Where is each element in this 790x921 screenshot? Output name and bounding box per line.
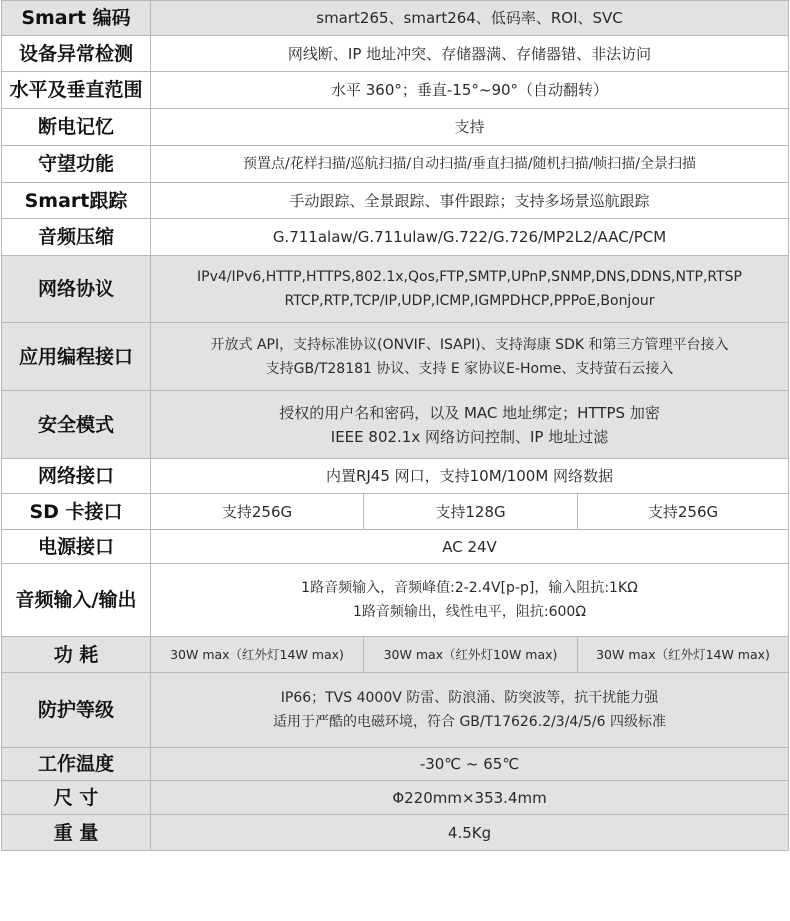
row-network-protocol <box>2 256 789 323</box>
row-label: 尺 寸 <box>2 781 151 815</box>
row-value-line: 适用于严酷的电磁环境，符合 GB/T17626.2/3/4/5/6 四级标准 <box>273 714 667 730</box>
row-value <box>151 564 789 637</box>
row-value-line: IEEE 802.1x 网络访问控制、IP 地址过滤 <box>330 427 609 446</box>
row-value: 支持 <box>151 109 789 146</box>
row-dimensions <box>2 781 789 815</box>
row-label: 音频压缩 <box>2 219 151 256</box>
row-sd-card <box>2 494 789 530</box>
row-label: 网络协议 <box>2 256 151 323</box>
row-value: -30℃ ~ 65℃ <box>151 748 789 781</box>
row-value: 网线断、IP 地址冲突、存储器满、存储器错、非法访问 <box>151 36 789 72</box>
row-security <box>2 391 789 459</box>
row-label: 守望功能 <box>2 146 151 183</box>
row-operating-temperature <box>2 748 789 781</box>
row-label: 网络接口 <box>2 459 151 494</box>
row-value: 水平 360°；垂直-15°~90°（自动翻转） <box>151 72 789 109</box>
row-label: 重 量 <box>2 815 151 851</box>
row-label: 断电记忆 <box>2 109 151 146</box>
row-api <box>2 323 789 391</box>
row-value-cell: 支持256G <box>151 494 364 530</box>
row-value-line: IPv4/IPv6,HTTP,HTTPS,802.1x,Qos,FTP,SMTP,UPnP,SNMP,DNS,DDNS,NTP,RTSP <box>197 269 742 285</box>
row-value <box>151 673 789 748</box>
spec-table <box>1 0 789 851</box>
row-label: 安全模式 <box>2 391 151 459</box>
row-smart-tracking <box>2 183 789 219</box>
row-value: Φ220mm×353.4mm <box>151 781 789 815</box>
row-value <box>151 391 789 459</box>
row-value-cell: 30W max（红外灯14W max) <box>578 637 789 673</box>
row-weight <box>2 815 789 851</box>
row-value-cell: 支持256G <box>578 494 789 530</box>
row-label: 工作温度 <box>2 748 151 781</box>
row-value <box>151 256 789 323</box>
row-audio-compression <box>2 219 789 256</box>
row-value-line: 授权的用户名和密码，以及 MAC 地址绑定；HTTPS 加密 <box>279 403 660 422</box>
row-label: 电源接口 <box>2 530 151 564</box>
row-protection-level <box>2 673 789 748</box>
row-power-off-memory <box>2 109 789 146</box>
row-device-exception <box>2 36 789 72</box>
row-label: 防护等级 <box>2 673 151 748</box>
row-label: SD 卡接口 <box>2 494 151 530</box>
row-label: 设备异常检测 <box>2 36 151 72</box>
row-label: Smart 编码 <box>2 1 151 36</box>
row-park-action <box>2 146 789 183</box>
row-value: smart265、smart264、低码率、ROI、SVC <box>151 1 789 36</box>
row-value-line: 1路音频输出，线性电平，阻抗:600Ω <box>352 604 587 620</box>
row-value: 4.5Kg <box>151 815 789 851</box>
row-network-interface <box>2 459 789 494</box>
row-label: 水平及垂直范围 <box>2 72 151 109</box>
row-label: 应用编程接口 <box>2 323 151 391</box>
row-label: Smart跟踪 <box>2 183 151 219</box>
row-value <box>151 323 789 391</box>
row-value: AC 24V <box>151 530 789 564</box>
row-value-cell: 30W max（红外灯14W max) <box>151 637 364 673</box>
row-value-cell: 30W max（红外灯10W max) <box>364 637 578 673</box>
row-label: 功 耗 <box>2 637 151 673</box>
row-value-cell: 支持128G <box>364 494 578 530</box>
row-value-line: 支持GB/T28181 协议、支持 E 家协议E-Home、支持萤石云接入 <box>265 360 674 377</box>
row-value-line: RTCP,RTP,TCP/IP,UDP,ICMP,IGMPDHCP,PPPoE,Bonjour <box>284 293 655 309</box>
row-value: 预置点/花样扫描/巡航扫描/自动扫描/垂直扫描/随机扫描/帧扫描/全景扫描 <box>151 146 789 183</box>
row-power-interface <box>2 530 789 564</box>
row-value: 手动跟踪、全景跟踪、事件跟踪；支持多场景巡航跟踪 <box>151 183 789 219</box>
row-label: 音频输入/输出 <box>2 564 151 637</box>
row-power-consumption <box>2 637 789 673</box>
row-value: 内置RJ45 网口，支持10M/100M 网络数据 <box>151 459 789 494</box>
row-value-line: IP66；TVS 4000V 防雷、防浪涌、防突波等，抗干扰能力强 <box>280 690 659 706</box>
row-smart-encoding <box>2 1 789 36</box>
row-pan-tilt-range <box>2 72 789 109</box>
row-value: G.711alaw/G.711ulaw/G.722/G.726/MP2L2/AAC/PCM <box>151 219 789 256</box>
row-audio-io <box>2 564 789 637</box>
row-value-line: 1路音频输入，音频峰值:2-2.4V[p-p]，输入阻抗:1KΩ <box>301 580 638 596</box>
row-value-line: 开放式 API，支持标准协议(ONVIF、ISAPI)、支持海康 SDK 和第三方管理平台接入 <box>210 336 729 353</box>
